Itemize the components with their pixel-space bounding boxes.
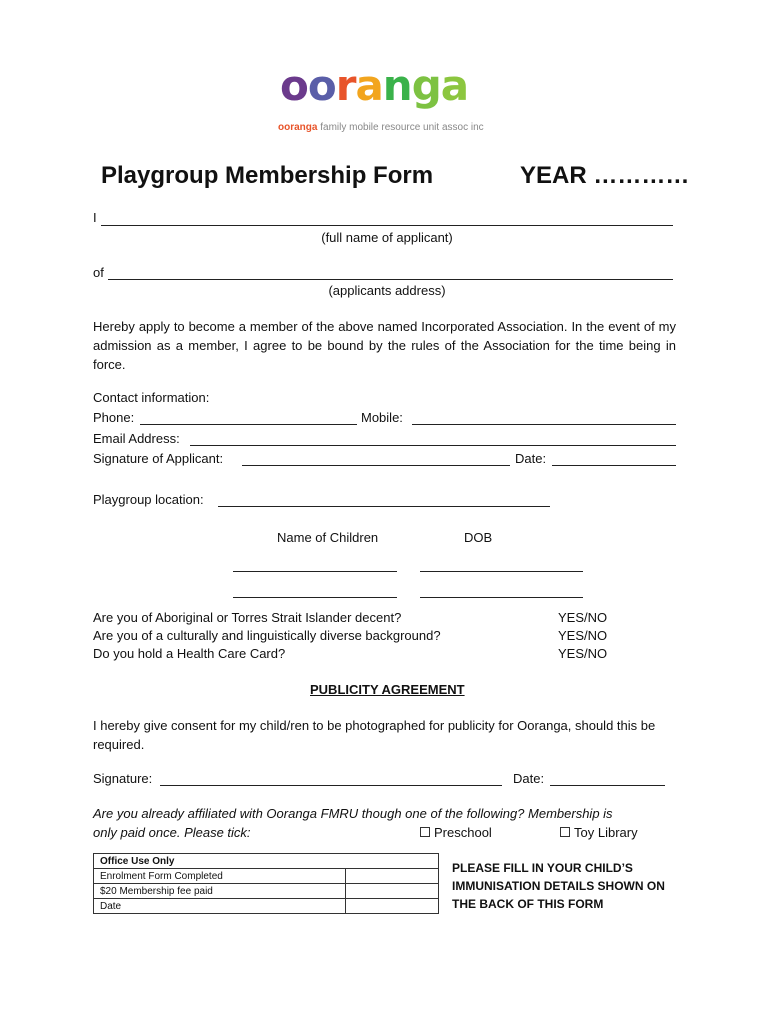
office-row-value[interactable] [346, 869, 439, 884]
answer-aboriginal[interactable]: YES/NO [558, 610, 608, 625]
publicity-date-field[interactable] [550, 785, 665, 786]
logo-letter: a [440, 62, 469, 110]
preschool-checkbox[interactable] [420, 827, 430, 837]
tagline-brand: ooranga [278, 122, 318, 133]
applicant-date-field[interactable] [552, 465, 676, 466]
publicity-signature-label: Signature: [93, 771, 153, 786]
answer-cald[interactable]: YES/NO [558, 628, 608, 643]
applicant-date-label: Date: [515, 451, 547, 466]
toy-library-option[interactable] [560, 825, 638, 840]
publicity-signature-field[interactable] [160, 785, 502, 786]
applicant-signature-label: Signature of Applicant: [93, 451, 224, 466]
logo-letter: a [355, 62, 383, 110]
child-name-field[interactable] [233, 597, 397, 598]
preschool-label: Preschool [434, 825, 492, 840]
logo-tagline [278, 122, 484, 133]
question-aboriginal: Are you of Aboriginal or Torres Strait Islander decent? [93, 610, 402, 625]
child-name-field[interactable] [233, 571, 397, 572]
address-caption: (applicants address) [328, 283, 446, 298]
affiliation-question-line2: only paid once. Please tick: [93, 825, 251, 840]
address-prefix: of [93, 265, 104, 280]
office-row-value[interactable] [346, 899, 439, 914]
applicant-address-field[interactable] [108, 279, 673, 280]
preschool-option[interactable] [420, 825, 492, 840]
toy-library-checkbox[interactable] [560, 827, 570, 837]
office-row-label: $20 Membership fee paid [94, 884, 346, 899]
affiliation-question-line1: Are you already affiliated with Ooranga FMRU though one of the following? Membership is [93, 806, 613, 821]
immunisation-notice: PLEASE FILL IN YOUR CHILD’S IMMUNISATION DETAILS SHOWN ON THE BACK OF THIS FORM [452, 861, 665, 911]
logo-letter: o [307, 62, 336, 110]
question-health-care-card: Do you hold a Health Care Card? [93, 646, 286, 661]
logo-letter: g [411, 62, 441, 110]
child-dob-field[interactable] [420, 571, 583, 572]
contact-heading: Contact information: [93, 390, 210, 405]
table-row [94, 854, 439, 869]
name-caption: (full name of applicant) [321, 230, 453, 245]
office-use-table [93, 853, 439, 914]
logo-letter: o [280, 62, 308, 110]
logo-wordmark [278, 62, 498, 112]
office-row-label: Enrolment Form Completed [94, 869, 346, 884]
mobile-field[interactable] [412, 424, 676, 425]
email-label: Email Address: [93, 431, 180, 446]
page-title: Playgroup Membership Form [101, 162, 434, 189]
tagline-text: family mobile resource unit assoc inc [320, 122, 484, 133]
applicant-signature-field[interactable] [242, 465, 510, 466]
phone-field[interactable] [140, 424, 357, 425]
office-row-label: Date [94, 899, 346, 914]
playgroup-location-field[interactable] [218, 506, 550, 507]
phone-label: Phone: [93, 410, 135, 425]
child-dob-field[interactable] [420, 597, 583, 598]
publicity-date-label: Date: [513, 771, 545, 786]
declaration-text: Hereby apply to become a member of the above named Incorporated Association. In the event of my admission as a member, I agree to be bound by the rules of the Association for the time being in force. [93, 319, 676, 372]
office-use-heading: Office Use Only [94, 854, 439, 869]
children-name-header: Name of Children [277, 530, 379, 545]
publicity-consent: I hereby give consent for my child/ren to be photographed for publicity for Ooranga, should this be required. [93, 718, 656, 752]
logo-letter: r [335, 62, 356, 110]
ooranga-logo [278, 62, 498, 112]
office-row-value[interactable] [346, 884, 439, 899]
question-cald: Are you of a culturally and linguistically diverse background? [93, 628, 441, 643]
table-row [94, 899, 439, 914]
children-dob-header: DOB [464, 530, 493, 545]
svg-text:ooranga [280, 62, 468, 110]
table-row [94, 884, 439, 899]
applicant-name-field[interactable] [101, 225, 673, 226]
mobile-label: Mobile: [361, 410, 403, 425]
logo-letter: n [382, 62, 412, 110]
toy-library-label: Toy Library [574, 825, 638, 840]
year-field: YEAR ………… [520, 162, 690, 189]
table-row [94, 869, 439, 884]
name-prefix: I [93, 210, 97, 225]
email-field[interactable] [190, 445, 676, 446]
playgroup-location-label: Playgroup location: [93, 492, 204, 507]
answer-health-care-card[interactable]: YES/NO [558, 646, 608, 661]
publicity-heading: PUBLICITY AGREEMENT [310, 682, 465, 697]
